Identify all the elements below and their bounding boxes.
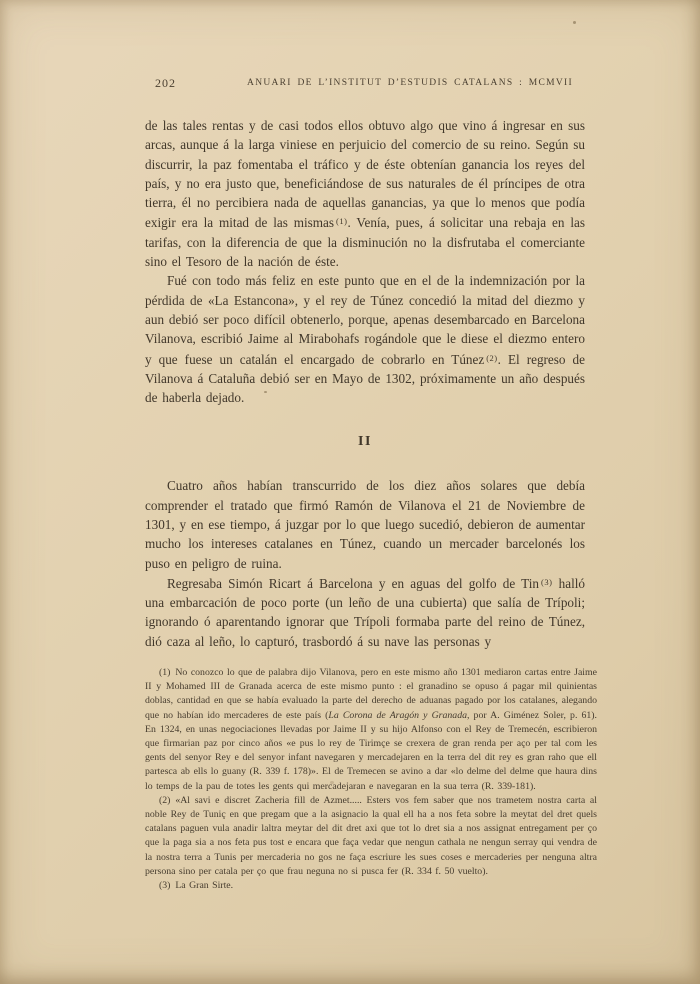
paragraph-cuatro-anos: Cuatro años habían transcurrido de los diez años solares que debía comprender el tratado que firmó Ramón de Vilanova el 21 de Noviembre de 1301, y en ese tiempo, á juzgar por lo que luego sucedió, debieron de aumentar mucho los intereses catalanes en Túnez, cuando un mercader barcelonés los puso en peligro de ruina.: [145, 478, 585, 571]
running-title: ANUARI DE L’INSTITUT D’ESTUDIS CATALANS : MCMVII: [247, 78, 573, 88]
footnote-1-text: (1) No conozco lo que de palabra dijo Vilanova, pero en este mismo año 1301 mediaron cartas entre Jaime II y Mohamed III de Granada acerca de este mismo punto : el granadino se opuso á pagar mil quinientas doblas, cantidad en que se había evaluado la parte del derecho de aduanas pagado por los catalanes, alegando que no habían ido mercaderes de este país (: [145, 667, 597, 721]
paragraph-rentas: [145, 116, 585, 271]
footnotes-section: [145, 666, 597, 893]
paper-speck: [573, 21, 576, 24]
paragraph-rentas-text: de las tales rentas y de casi todos ellos obtuvo algo que vino á ingresar en sus arcas, aunque á la larga viniese en perjuicio del comercio de su reino. Según su discurrir, la paz fomentaba el tráfico y de éste obtenían ganancia los reyes del país, y no era justo que, beneficiándose de sus naturales de él príncipes de otra tierra, él no percibiera nada de aquellas ganancias, ya que lo menos que podía exigir era la mitad de las mismas: [145, 118, 585, 231]
paragraph-simon-ricart: [145, 573, 585, 651]
paragraph-simon-ricart-text-cont: halló una embarcación de poco porte (un leño de una cubierta) que salía de Trípoli; ignorando ó aparentando ignorar que Trípoli formaba parte del reino de Túnez, dió caza al leño, lo capturó, trasbordó á su nave las personas y: [145, 575, 585, 649]
paper-speck: [330, 781, 334, 784]
footnote-2: (2) «Al savi e discret Zacheria fill de Azmet..... Esters vos fem saber que nos trametem nostra carta al noble Rey de Tuniç en que pregam que a la asignacio la qual ell ha a nos feta sobre la meytat del dret quels catalans paguen vula anadir laltra meytar del dit dret axi que tot lo dret sia a nos assignat entregament per ço que la paga sia a nos feta pus tost e encara que faça vedar que nengun cathala ne nengun serray qui vendra de la nostra terra a Tunis per mercaderia no gos ne faça escriure les sues coses e mercaderies per nenguna altra persona sino per catala per ço que frau neguna no si pusca fer (R. 334 f. 50 vuelto).: [145, 794, 597, 877]
footnote-ref-3: (3): [541, 576, 553, 587]
paper-speck: [264, 391, 267, 393]
paragraph-rentas-text-cont: . Venía, pues, á solicitar una rebaja en las tarifas, con la diferencia de que la disminución no la disfrutaba el comerciante sino el Tesoro de la nación de éste.: [145, 215, 585, 270]
footnote-1-book-title: La Corona de Aragón y Granada: [328, 709, 467, 721]
footnote-1: [145, 666, 597, 794]
footnote-3: (3) La Gran Sirte.: [159, 880, 234, 892]
page-number: 202: [155, 76, 176, 90]
footnote-ref-1: (1): [336, 216, 348, 227]
body-text-block: [145, 116, 585, 651]
paragraph-simon-ricart-text: Regresaba Simón Ricart á Barcelona y en aguas del golfo de Tin: [167, 575, 540, 591]
section-heading-ii: II: [358, 434, 372, 450]
footnote-1-text-cont: , por A. Giménez Soler, p. 61). En 1324, en unas negociaciones llevadas por Jaime II y su hijo Alfonso con el Rey de Tremecén, escribieron que firmarian paz por cinco años «e pus lo rey de Tirimçe se crexera de gran renda per aço per tal com les gents del senyor Rey e del senyor infant navegaren y mercadejaren en la terra del dit rey es gran raho que ell partesca ab ells lo guany (R. 339 f. 178)». El de Tremecen se avino a dar «lo delme del delme que haura dins lo temps de la pau de totes les gents qui mercadejaran e navegaran en la sua terra (R. 339-181).: [145, 709, 597, 792]
paragraph-estancona-text-cont: . El regreso de Vilanova á Cataluña debió ser en Mayo de 1302, próximamente un año después de haberla dejado.: [145, 351, 585, 406]
page-header: [145, 76, 585, 92]
footnote-ref-2: (2): [486, 352, 498, 363]
paragraph-estancona: [145, 271, 585, 407]
paragraph-estancona-text: Fué con todo más feliz en este punto que en el de la indemnización por la pérdida de «La Estancona», y el rey de Túnez concedió la mitad del diezmo y aun debió ser poco difícil obtenerlo, porque, apenas desembarcado en Barcelona Vilanova, escribió Jaime al Mirabohafs rogándole que le diese el diezmo entero y que fuese un catalán el encargado de cobrarlo en Túnez: [145, 273, 585, 367]
